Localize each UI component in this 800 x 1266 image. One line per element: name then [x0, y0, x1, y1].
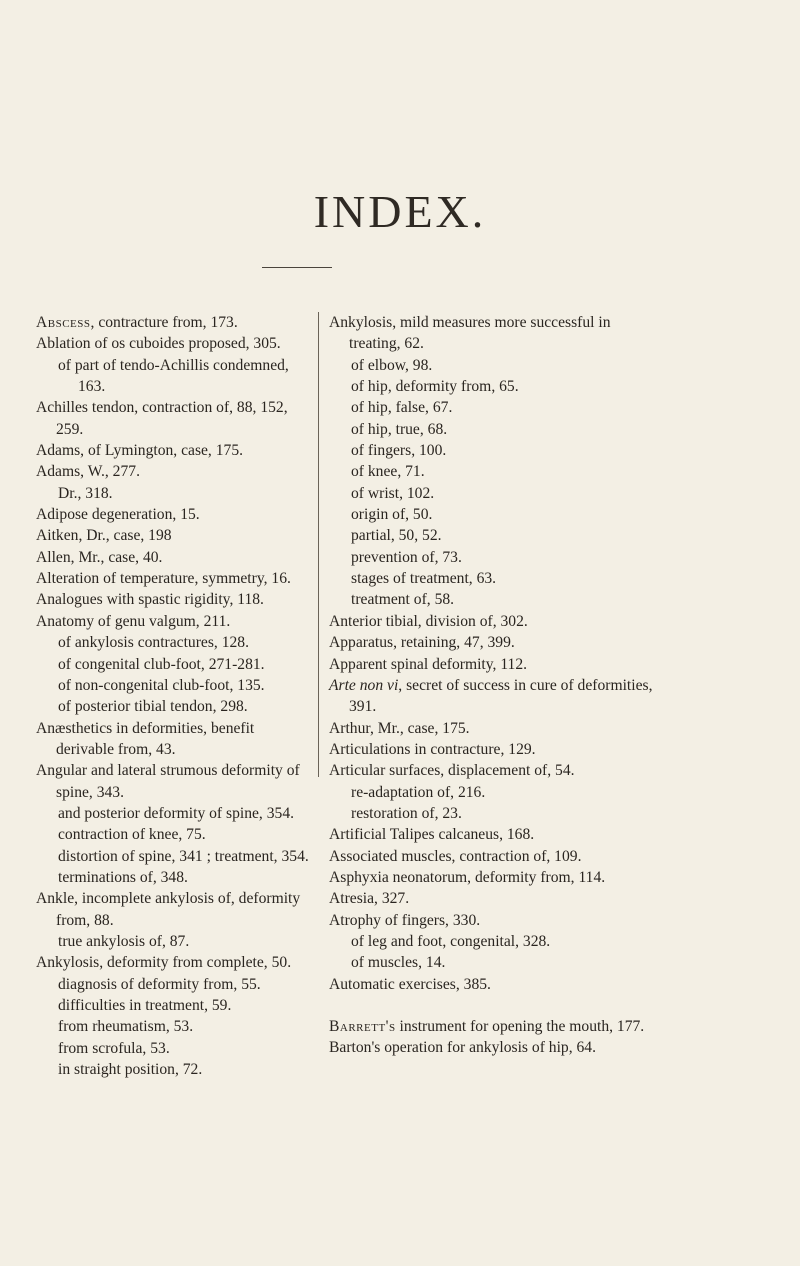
entry-text: Alteration of temperature, symmetry, 16.	[36, 570, 291, 588]
index-subentry	[329, 547, 654, 568]
entry-text: origin of, 50.	[351, 506, 433, 524]
entry-text: partial, 50, 52.	[351, 527, 442, 545]
entry-text: instrument for opening the mouth, 177.	[395, 1018, 645, 1035]
index-subentry	[36, 632, 316, 653]
entry-text: Adams, W., 277.	[36, 463, 140, 481]
entry-text: Achilles tendon, contraction of, 88, 152, 259.	[36, 399, 288, 438]
index-entry	[329, 888, 654, 909]
entry-text: restoration of, 23.	[351, 804, 462, 822]
entry-text: Adipose degeneration, 15.	[36, 506, 200, 524]
index-subentry	[36, 995, 316, 1016]
title-rule	[262, 267, 332, 268]
index-entry	[36, 952, 316, 973]
index-entry	[36, 397, 316, 440]
index-subentry	[36, 931, 316, 952]
entry-text: of congenital club-foot, 271-281.	[58, 655, 265, 673]
entry-text: of elbow, 98.	[351, 356, 433, 374]
index-subentry	[36, 1059, 316, 1080]
index-subentry	[329, 803, 654, 824]
entry-italic-phrase: Arte non vi	[329, 676, 399, 694]
index-subentry	[329, 568, 654, 589]
entry-text: Ankylosis, deformity from complete, 50.	[36, 954, 292, 972]
entry-text: diagnosis of deformity from, 55.	[58, 975, 261, 993]
index-subentry	[329, 419, 654, 440]
entry-text: Asphyxia neonatorum, deformity from, 114.	[329, 868, 606, 886]
entry-text: of wrist, 102.	[351, 484, 435, 502]
index-entry	[329, 739, 654, 760]
index-entry	[36, 718, 316, 761]
index-entry	[329, 718, 654, 739]
entry-text: of hip, false, 67.	[351, 399, 453, 417]
entry-lead-word: Barrett's	[329, 1018, 396, 1035]
entry-text: and posterior deformity of spine, 354.	[58, 804, 295, 822]
entry-text: in straight position, 72.	[58, 1061, 203, 1079]
index-entry	[36, 461, 316, 482]
entry-text: difficulties in treatment, 59.	[58, 997, 232, 1014]
index-subentry	[36, 974, 316, 995]
index-subentry	[329, 952, 654, 973]
entry-text: treatment of, 58.	[351, 591, 455, 609]
index-subentry	[36, 846, 316, 867]
entry-text: prevention of, 73.	[351, 548, 462, 566]
index-subentry	[329, 376, 654, 397]
index-subentry	[36, 355, 316, 398]
entry-text: Articulations in contracture, 129.	[329, 740, 536, 758]
index-entry	[329, 846, 654, 867]
entry-text: Apparatus, retaining, 47, 399.	[329, 634, 515, 652]
index-entry	[329, 867, 654, 888]
index-entry	[329, 974, 654, 995]
index-subentry	[36, 1038, 316, 1059]
entry-text: of hip, true, 68.	[351, 420, 448, 438]
index-subentry	[36, 824, 316, 845]
index-subentry	[329, 589, 654, 610]
index-entry	[329, 675, 654, 718]
index-subentry	[36, 675, 316, 696]
index-subentry	[36, 654, 316, 675]
index-entry	[36, 333, 316, 354]
index-entry	[36, 568, 316, 589]
entry-text: Associated muscles, contraction of, 109.	[329, 847, 582, 865]
entry-text: Dr., 318.	[58, 484, 113, 502]
index-column-left	[36, 312, 316, 1080]
entry-text: Artificial Talipes calcaneus, 168.	[329, 826, 535, 844]
entry-text: , contracture from, 173.	[90, 314, 238, 331]
entry-text: Ablation of os cuboides proposed, 305.	[36, 335, 281, 353]
entry-text: Adams, of Lymington, case, 175.	[36, 442, 244, 460]
index-entry	[329, 824, 654, 845]
entry-text: true ankylosis of, 87.	[58, 932, 190, 950]
index-entry	[36, 312, 316, 333]
index-entry	[36, 760, 316, 803]
index-entry	[329, 632, 654, 653]
entry-lead-word: Abscess	[36, 314, 91, 331]
index-entry	[36, 589, 316, 610]
entry-text: Articular surfaces, displacement of, 54.	[329, 762, 575, 780]
index-subentry	[36, 803, 316, 824]
entry-text: Arthur, Mr., case, 175.	[329, 719, 470, 737]
index-subentry	[329, 483, 654, 504]
entry-text: distortion of spine, 341 ; treatment, 354.	[58, 847, 309, 865]
entry-text: Anæsthetics in deformities, benefit derivable from, 43.	[36, 719, 255, 758]
index-entry	[329, 312, 654, 355]
index-column-right	[329, 312, 654, 1059]
entry-text: Barton's operation for ankylosis of hip, 64.	[329, 1039, 596, 1057]
entry-text: Analogues with spastic rigidity, 118.	[36, 591, 264, 609]
index-entry	[329, 1037, 654, 1058]
entry-text: Allen, Mr., case, 40.	[36, 548, 163, 566]
entry-text: of fingers, 100.	[351, 442, 447, 460]
index-entry	[36, 525, 316, 546]
index-subentry	[36, 1016, 316, 1037]
entry-text: re-adaptation of, 216.	[351, 783, 486, 801]
entry-text: of ankylosis contractures, 128.	[58, 634, 249, 652]
index-entry	[36, 504, 316, 525]
entry-text: Aitken, Dr., case, 198	[36, 527, 172, 545]
entry-text: Automatic exercises, 385.	[329, 975, 491, 993]
index-entry	[329, 760, 654, 781]
entry-text: Ankylosis, mild measures more successful in treating, 62.	[329, 314, 611, 353]
index-subentry	[329, 782, 654, 803]
index-subentry	[329, 440, 654, 461]
page-title: INDEX.	[313, 186, 487, 237]
index-entry	[36, 440, 316, 461]
entry-text: stages of treatment, 63.	[351, 570, 497, 588]
entry-text: contraction of knee, 75.	[58, 826, 206, 844]
index-entry	[329, 910, 654, 931]
index-subentry	[329, 504, 654, 525]
entry-text: of non-congenital club-foot, 135.	[58, 676, 265, 694]
column-divider	[318, 312, 319, 777]
entry-text: Ankle, incomplete ankylosis of, deformity from, 88.	[36, 890, 301, 929]
entry-text: Angular and lateral strumous deformity of spine, 343.	[36, 762, 300, 801]
index-entry	[36, 611, 316, 632]
entry-text: from scrofula, 53.	[58, 1039, 170, 1057]
index-subentry	[329, 525, 654, 546]
entry-gap	[329, 995, 654, 1016]
entry-text: of leg and foot, congenital, 328.	[351, 932, 551, 950]
index-entry	[329, 611, 654, 632]
entry-text: Apparent spinal deformity, 112.	[329, 655, 528, 673]
index-entry	[36, 888, 316, 931]
index-subentry	[36, 696, 316, 717]
entry-text: of part of tendo-Achillis condemned, 163.	[58, 356, 289, 396]
entry-text: of knee, 71.	[351, 463, 425, 481]
entry-text: from rheumatism, 53.	[58, 1018, 194, 1036]
entry-text: terminations of, 348.	[58, 868, 188, 886]
index-subentry	[36, 867, 316, 888]
entry-text: of muscles, 14.	[351, 954, 446, 972]
index-entry	[329, 654, 654, 675]
index-entry	[329, 1016, 654, 1037]
index-subentry	[329, 461, 654, 482]
index-subentry	[329, 355, 654, 376]
entry-text: of hip, deformity from, 65.	[351, 378, 519, 396]
index-subentry	[329, 397, 654, 418]
entry-text: , secret of success in cure of deformities, 391.	[349, 676, 653, 716]
index-subentry	[329, 931, 654, 952]
index-subentry	[36, 483, 316, 504]
entry-text: Anterior tibial, division of, 302.	[329, 612, 528, 630]
entry-text: Anatomy of genu valgum, 211.	[36, 612, 231, 630]
index-entry	[36, 547, 316, 568]
entry-text: of posterior tibial tendon, 298.	[58, 698, 248, 716]
entry-text: Atresia, 327.	[329, 890, 410, 908]
entry-text: Atrophy of fingers, 330.	[329, 911, 481, 929]
